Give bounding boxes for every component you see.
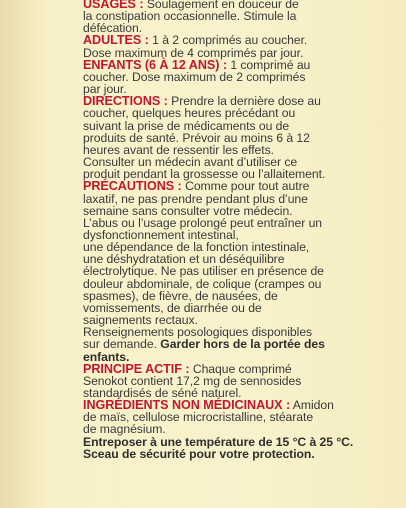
precautions-line-6: une dépendance de la fonction intestinale, [83, 240, 310, 255]
precautions-line-2: laxatif, ne pas prendre pendant plus d’une [83, 191, 308, 206]
directions-line-1: DIRECTIONS : Prendre la dernière dose au [83, 94, 321, 109]
precautions-line-4: L’abus ou l’usage prolongé peut entraîner un [83, 215, 323, 230]
ingredients-line-1: INGRÉDIENTS NON MÉDICINAUX : Amidon [83, 398, 334, 413]
directions-line-5: heures avant de ressentir les effets. [83, 142, 275, 157]
directions-line-4: produits de santé. Prévoir au moins 6 à 12 [83, 130, 310, 145]
ingredients-line-3: de magnésium. [83, 422, 166, 437]
precautions-line-5: dysfonctionnement intestinal, [83, 227, 239, 242]
ingredients-heading: INGRÉDIENTS NON MÉDICINAUX : [83, 398, 291, 413]
directions-heading: DIRECTIONS : [83, 94, 168, 109]
usages-line-3: défécation. [83, 21, 143, 36]
precautions-line-9: douleur abdominale, de colique (crampes ou [83, 276, 322, 291]
principe-line-3: standardisés de séné naturel. [83, 386, 242, 400]
ingredients-line-2: de maïs, cellulose microcristalline, stéarate [83, 410, 314, 425]
adultes-line-1: ADULTES : 1 à 2 comprimés au coucher. [83, 33, 308, 48]
usages-line-2: la constipation occasionnelle. Stimule la [83, 9, 297, 24]
enfants-line-1: ENFANTS (6 À 12 ANS) : 1 comprimé au [83, 57, 311, 72]
directions-line-3: suivant la prise de médicaments ou de [83, 118, 290, 133]
keep-away-warning-end: enfants. [83, 349, 130, 364]
usages-heading: USAGES : [83, 0, 144, 11]
precautions-line-1: PRÉCAUTIONS : Comme pour tout autre [83, 179, 310, 194]
keep-away-warning: Garder hors de la portée des [160, 337, 325, 352]
precautions-line-11: vomissements, de diarrhée ou de [83, 300, 262, 315]
precautions-line-13: Renseignements posologiques disponibles [83, 325, 313, 340]
precautions-heading: PRÉCAUTIONS : [83, 179, 182, 194]
usages-line-1: USAGES : Soulagement en douceur de [83, 0, 383, 10]
storage-instruction: Entreposer à une température de 15 °C à 25 °C. [83, 434, 354, 449]
principe-heading: PRINCIPE ACTIF : [83, 361, 190, 376]
directions-line-6: Consulter un médecin avant d’utiliser ce [83, 155, 298, 170]
principe-line-2: Senokot contient 17,2 mg de sennosides [83, 373, 302, 388]
enfants-line-2: coucher. Dose maximum de 2 comprimés [83, 69, 306, 84]
adultes-heading: ADULTES : [83, 33, 149, 48]
principe-line-1: PRINCIPE ACTIF : Chaque comprimé [83, 361, 292, 376]
label-text-block [83, 0, 383, 460]
precautions-line-14: sur demande. Garder hors de la portée des [83, 337, 325, 352]
enfants-line-3: par jour. [83, 82, 127, 97]
precautions-line-3: semaine sans consulter votre médecin. [83, 203, 293, 218]
precautions-line-12: saignements rectaux. [83, 313, 198, 328]
enfants-heading: ENFANTS (6 À 12 ANS) : [83, 57, 227, 72]
precautions-line-7: une déshydratation et un déséquilibre [83, 252, 285, 267]
adultes-line-2: Dose maximum de 4 comprimés par jour. [83, 45, 304, 60]
precautions-line-10: spasmes), de fièvre, de nausées, de [83, 288, 278, 303]
directions-line-7: produit pendant la grossesse ou l’allaitement. [83, 167, 326, 182]
package-edge [0, 0, 46, 508]
directions-line-2: coucher, quelques heures précédant ou [83, 106, 296, 121]
precautions-line-8: électrolytique. Ne pas utiliser en présence de [83, 264, 324, 279]
safety-seal-note: Sceau de sécurité pour votre protection. [83, 446, 315, 461]
